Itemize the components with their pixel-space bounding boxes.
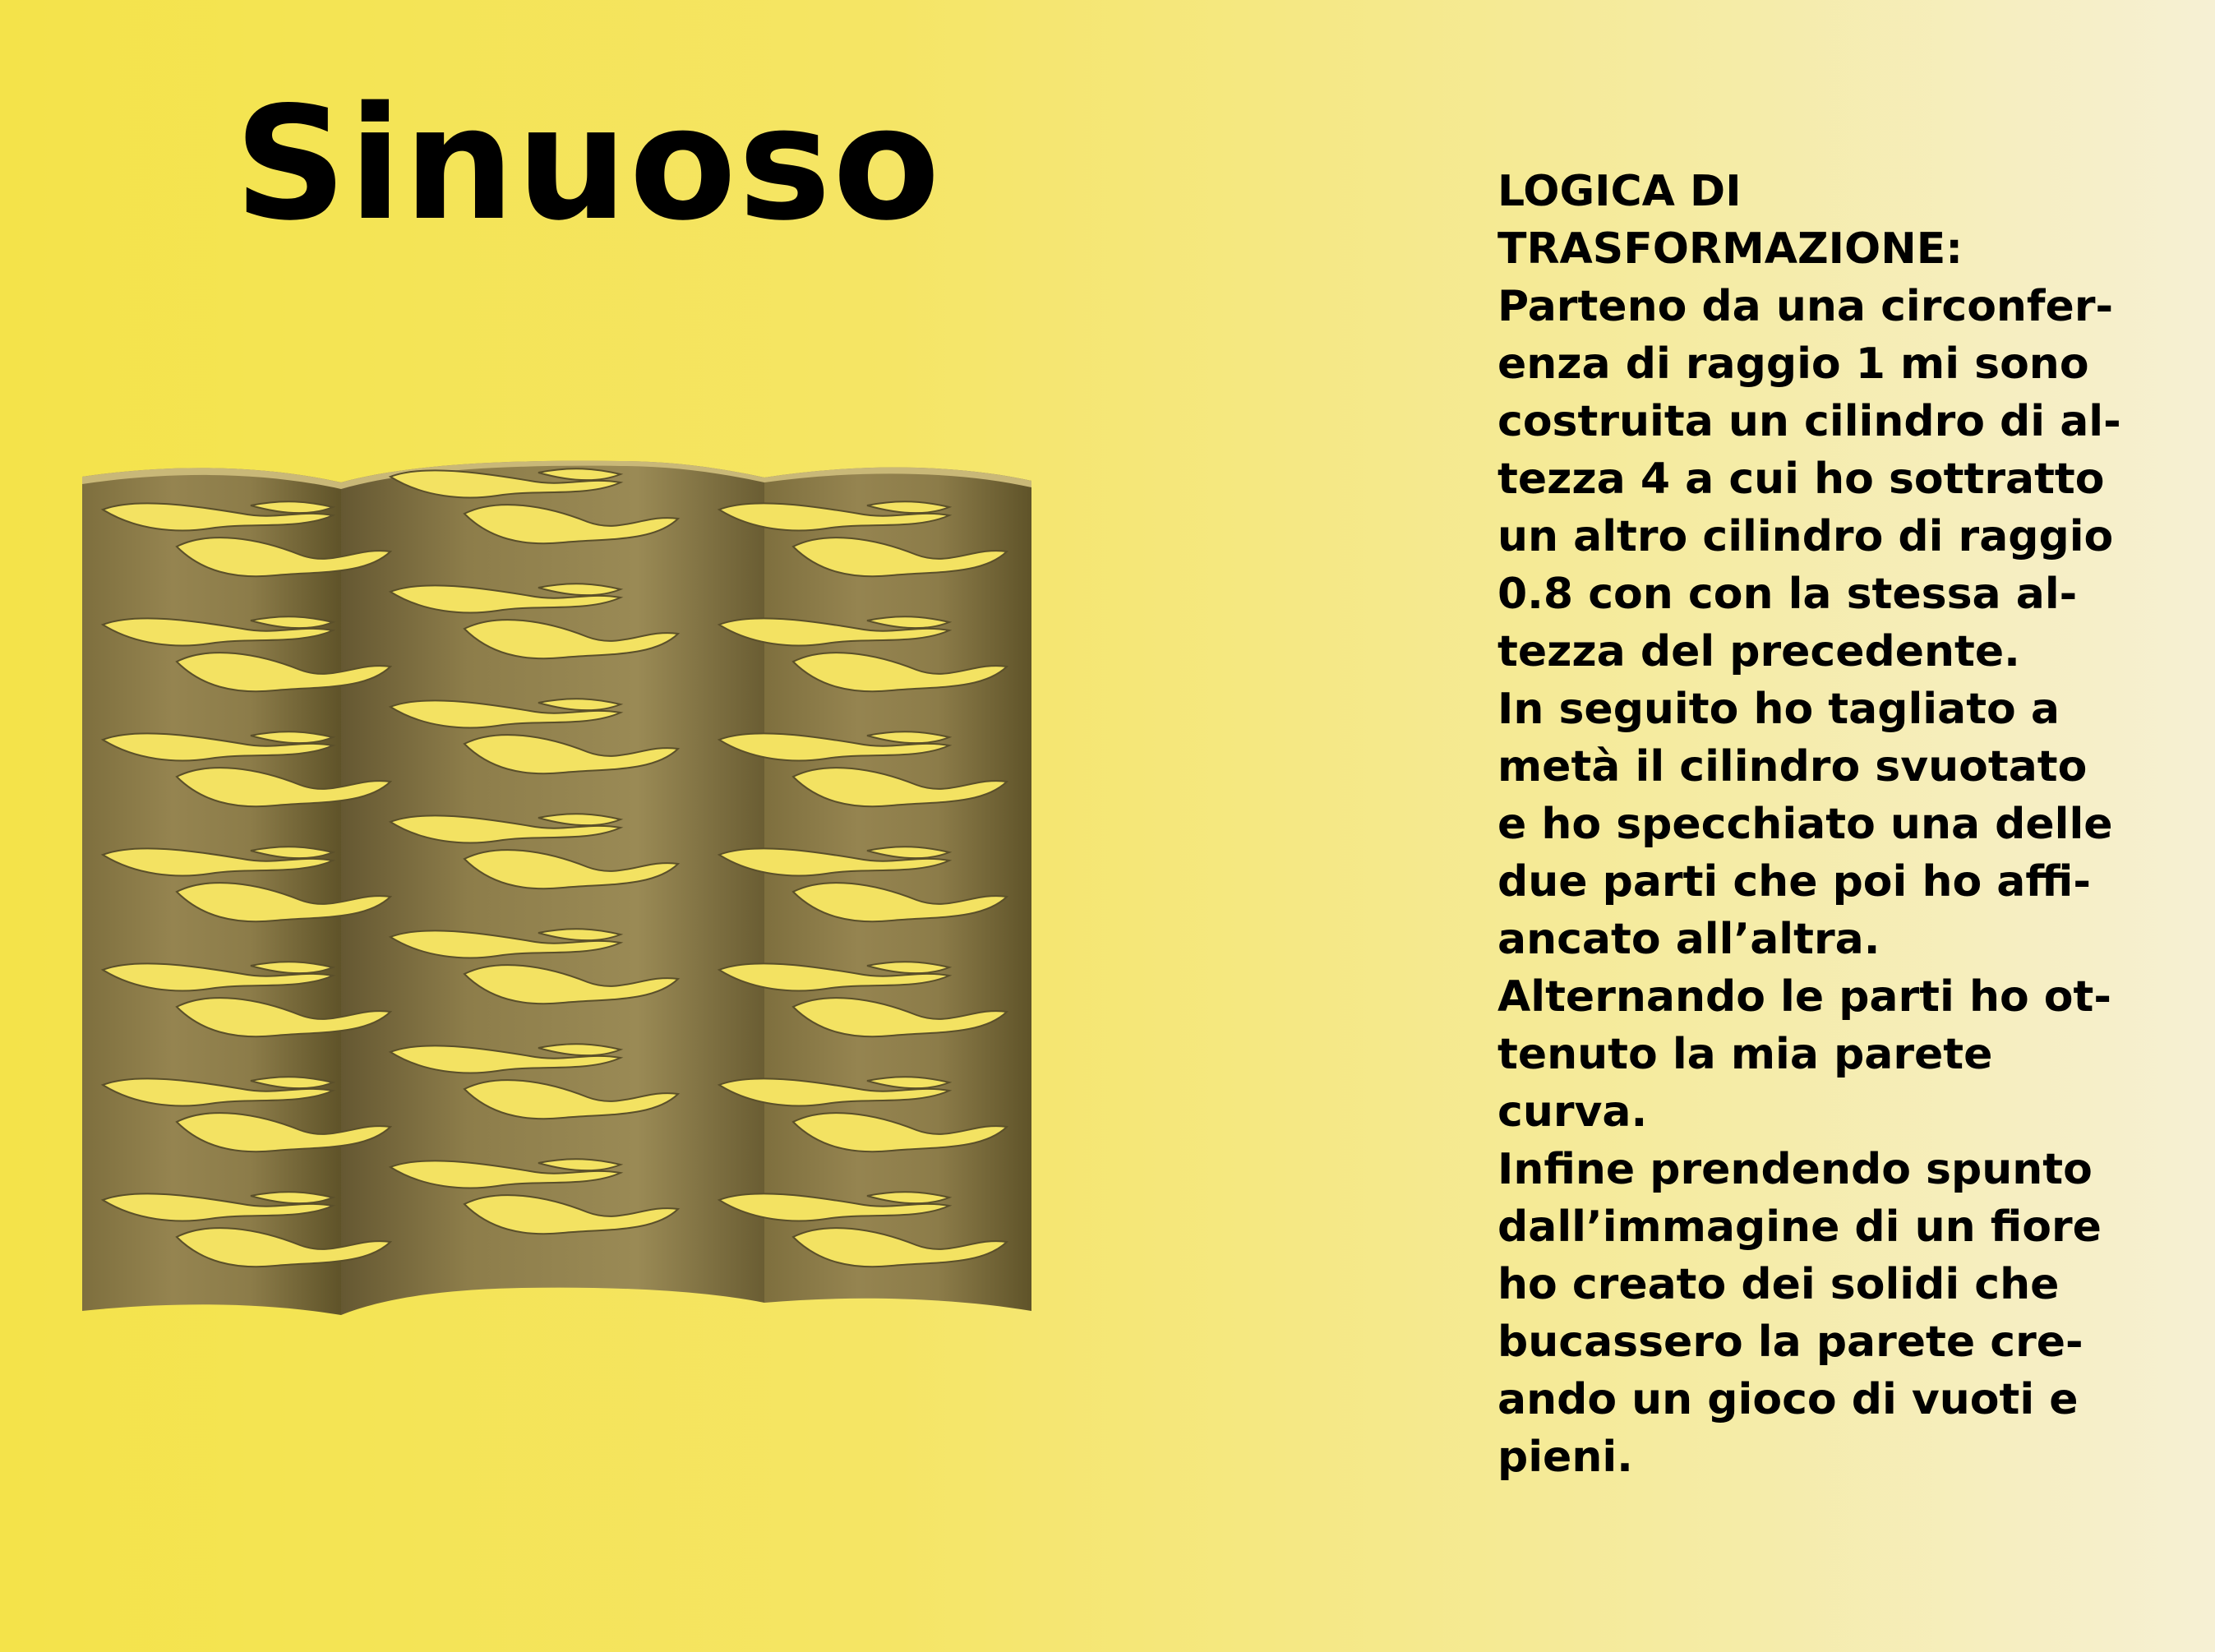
description-line: ancato all’altra. xyxy=(1497,915,1880,964)
description-line: metà il cilindro svuotato xyxy=(1497,742,2088,791)
description-text xyxy=(1497,163,2171,1486)
description-line: In seguito ho tagliato a xyxy=(1497,685,2060,734)
description-line: ando un gioco di vuoti e xyxy=(1497,1375,2079,1424)
description-line: tenuto la mia parete xyxy=(1497,1030,1993,1079)
description-line: e ho specchiato una delle xyxy=(1497,800,2113,849)
description-line: bucassero la parete cre- xyxy=(1497,1317,2083,1367)
description-line: pieni. xyxy=(1497,1433,1633,1482)
description-line: 0.8 con con la stessa al- xyxy=(1497,570,2078,619)
description-line: ho creato dei solidi che xyxy=(1497,1260,2060,1309)
description-line: TRASFORMAZIONE: xyxy=(1497,224,1964,274)
description-line: enza di raggio 1 mi sono xyxy=(1497,339,2089,389)
description-line: un altro cilindro di raggio xyxy=(1497,512,2114,561)
description-line: Alternando le parti ho ot- xyxy=(1497,972,2111,1022)
description-line: Infine prendendo spunto xyxy=(1497,1145,2093,1194)
description-line: Parteno da una circonfer- xyxy=(1497,282,2114,331)
page-title: Sinuoso xyxy=(234,73,942,255)
description-line: LOGICA DI xyxy=(1497,167,1742,216)
description-line: tezza del precedente. xyxy=(1497,627,2020,676)
description-line: curva. xyxy=(1497,1087,1648,1137)
description-line: costruita un cilindro di al- xyxy=(1497,397,2121,446)
description-line: due parti che poi ho affi- xyxy=(1497,857,2091,907)
description-line: tezza 4 a cui ho sottratto xyxy=(1497,455,2105,504)
description-line: dall’immagine di un fiore xyxy=(1497,1202,2102,1252)
sinuous-wall-render xyxy=(78,448,1492,1352)
